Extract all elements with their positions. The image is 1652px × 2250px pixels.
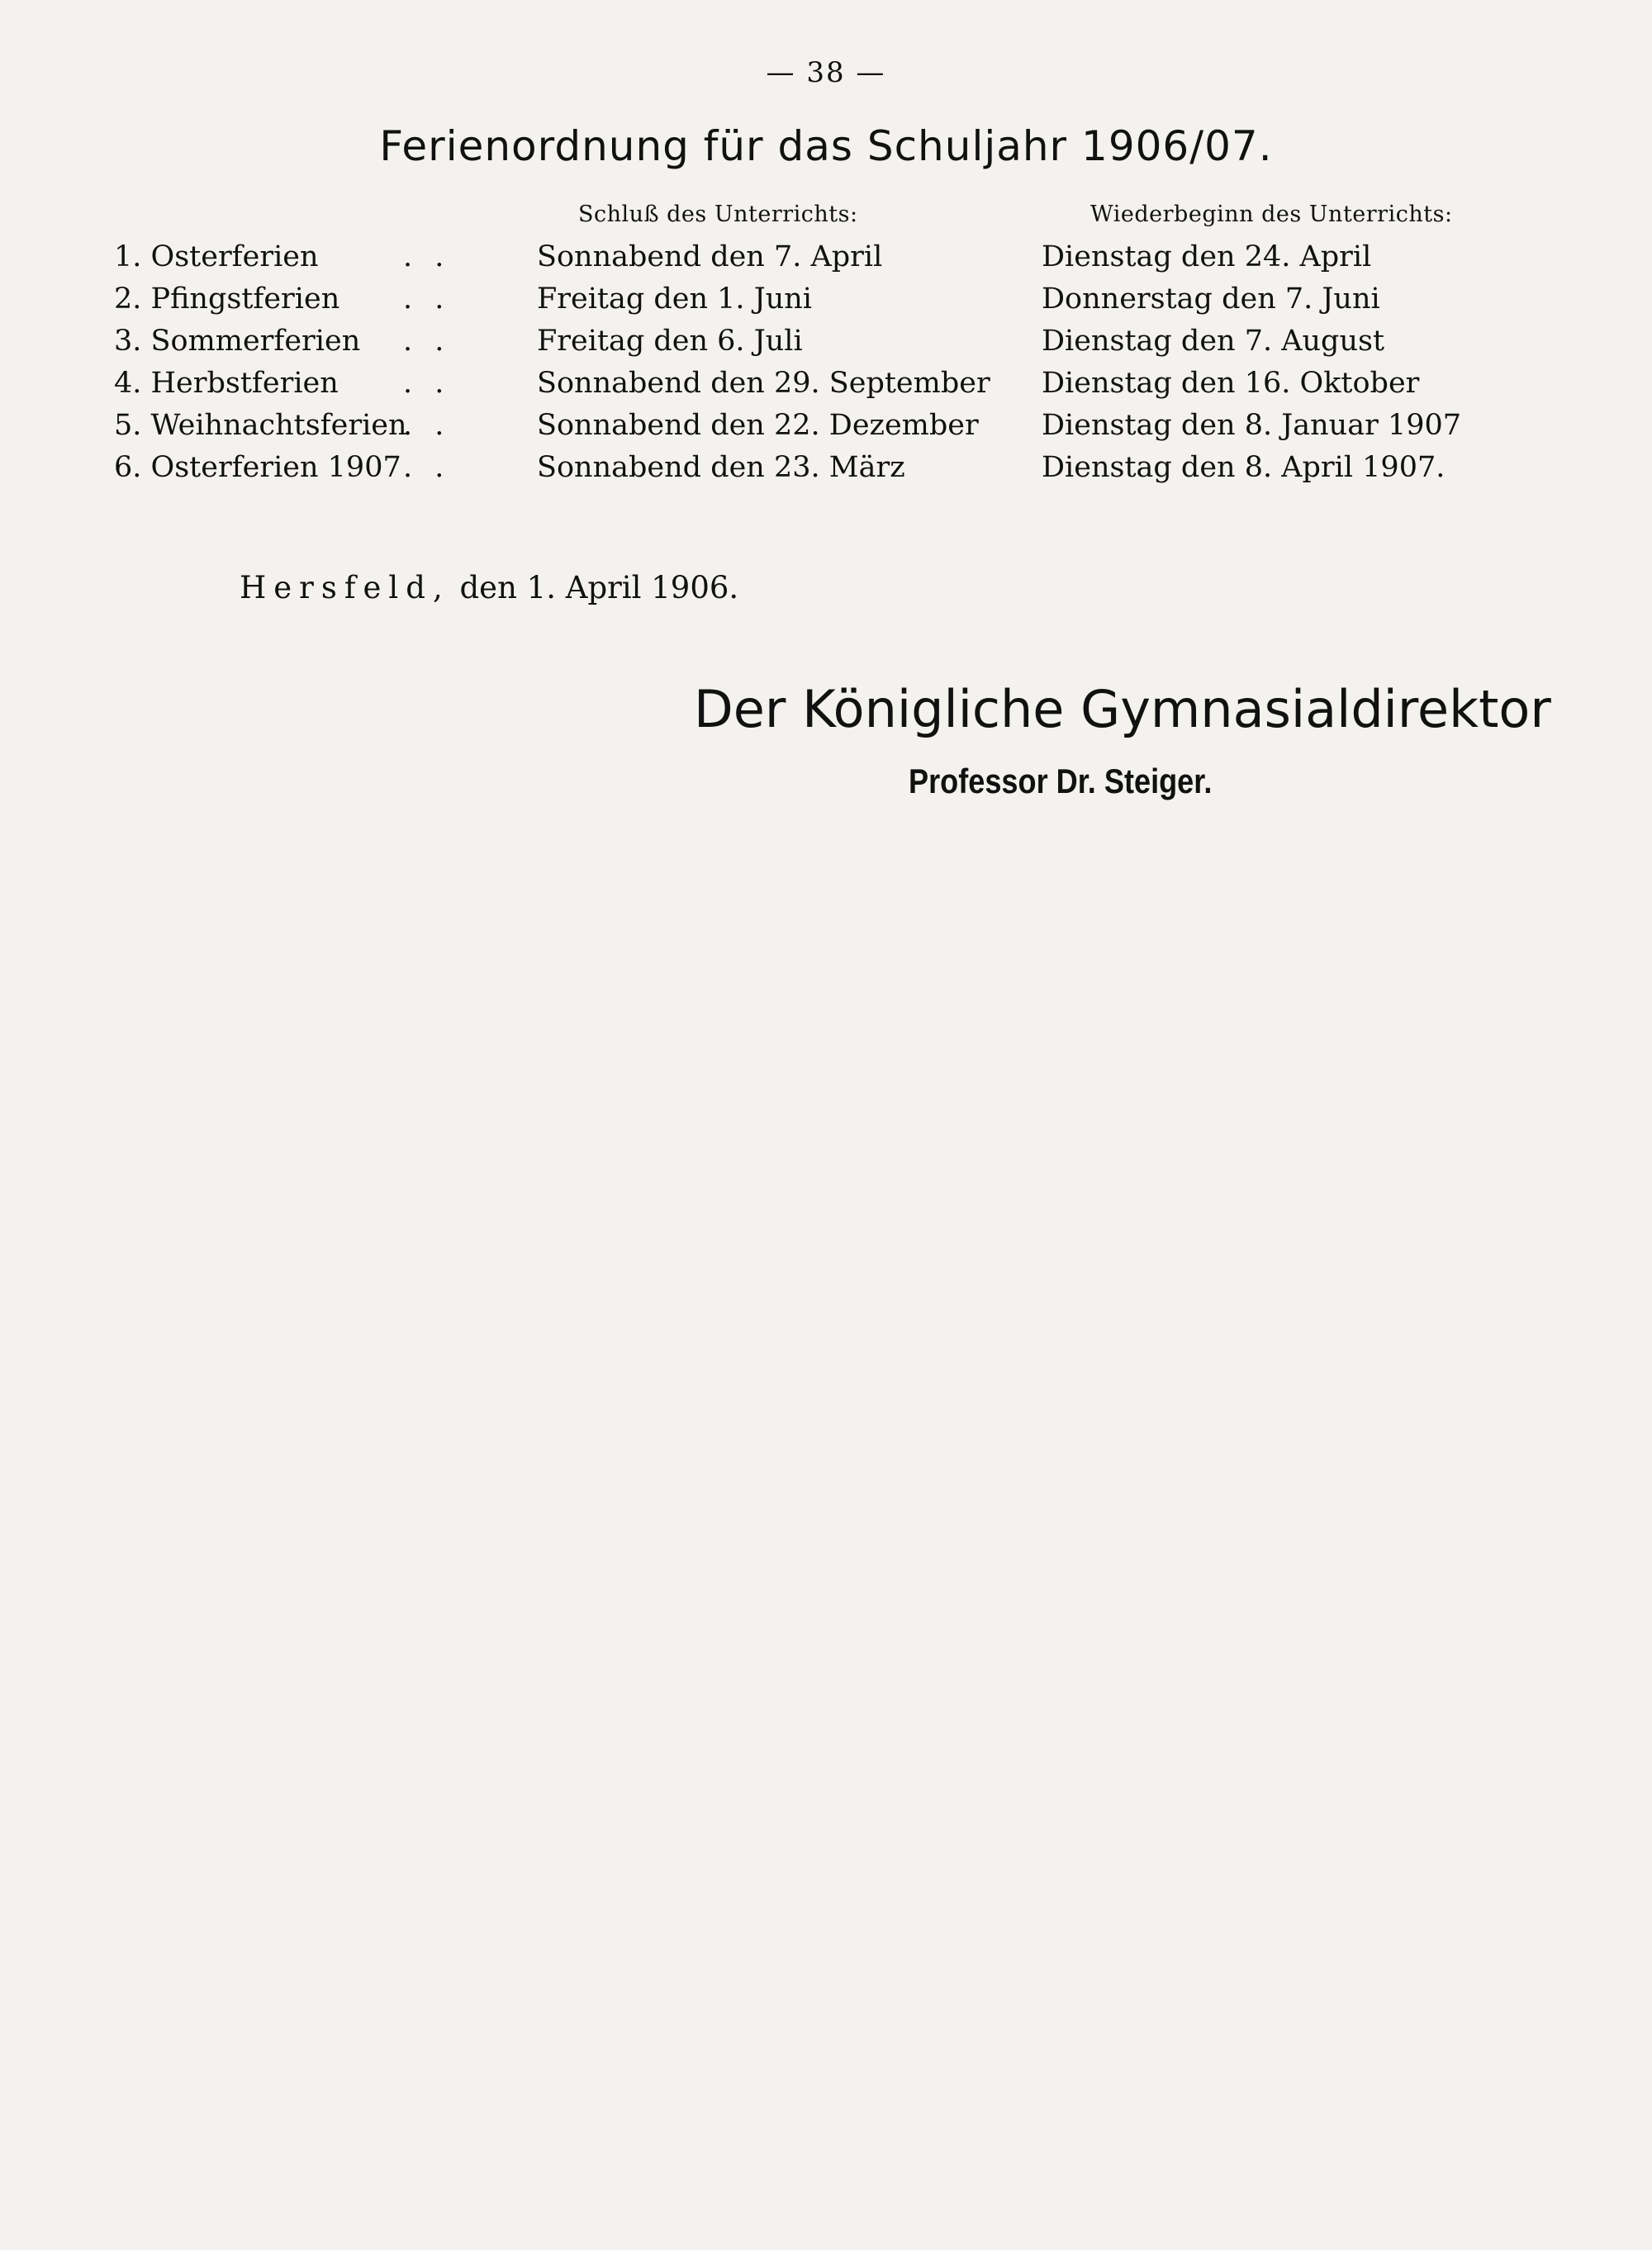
holiday-restart-date: Donnerstag den 7. Juni	[1042, 282, 1380, 316]
holiday-row	[114, 363, 1601, 405]
holiday-row	[114, 447, 1601, 489]
holiday-row	[114, 236, 1601, 278]
page-title: Ferienordnung für das Schuljahr 1906/07.	[379, 122, 1273, 170]
leader-dots: . .	[403, 367, 451, 400]
holiday-row	[114, 405, 1601, 447]
leader-dots: . .	[403, 451, 451, 484]
holiday-name: 1. Osterferien	[114, 240, 319, 273]
holiday-name: 2. Pfingstferien	[114, 282, 340, 316]
holiday-end-date: Freitag den 6. Juli	[537, 325, 803, 358]
leader-dots: . .	[403, 240, 451, 273]
holiday-restart-date: Dienstag den 24. April	[1042, 240, 1372, 273]
page-number: — 38 —	[766, 56, 886, 89]
holiday-name: 6. Osterferien 1907	[114, 451, 401, 484]
holiday-table	[114, 236, 1601, 489]
holiday-end-date: Sonnabend den 7. April	[537, 240, 883, 273]
holiday-restart-date: Dienstag den 8. April 1907.	[1042, 451, 1446, 484]
holiday-restart-date: Dienstag den 7. August	[1042, 325, 1385, 358]
leader-dots: . .	[403, 282, 451, 316]
date: den 1. April 1906.	[459, 570, 739, 605]
column-header-restart: Wiederbeginn des Unterrichts:	[1090, 202, 1453, 227]
leader-dots: . .	[403, 325, 451, 358]
signature-title: Der Königliche Gymnasialdirektor	[694, 679, 1551, 739]
holiday-end-date: Freitag den 1. Juni	[537, 282, 812, 316]
holiday-restart-date: Dienstag den 8. Januar 1907	[1042, 409, 1462, 442]
place-and-date	[240, 570, 738, 605]
holiday-name: 4. Herbstferien	[114, 367, 339, 400]
leader-dots: . .	[403, 409, 451, 442]
holiday-row	[114, 320, 1601, 363]
holiday-end-date: Sonnabend den 23. März	[537, 451, 905, 484]
holiday-row	[114, 278, 1601, 320]
holiday-end-date: Sonnabend den 22. Dezember	[537, 409, 979, 442]
holiday-name: 3. Sommerferien	[114, 325, 361, 358]
column-header-end: Schluß des Unterrichts:	[578, 202, 858, 227]
signature-name: Professor Dr. Steiger.	[909, 762, 1213, 800]
holiday-end-date: Sonnabend den 29. September	[537, 367, 990, 400]
holiday-restart-date: Dienstag den 16. Oktober	[1042, 367, 1420, 400]
holiday-name: 5. Weihnachtsferien	[114, 409, 407, 442]
place: Hersfeld,	[240, 570, 450, 605]
